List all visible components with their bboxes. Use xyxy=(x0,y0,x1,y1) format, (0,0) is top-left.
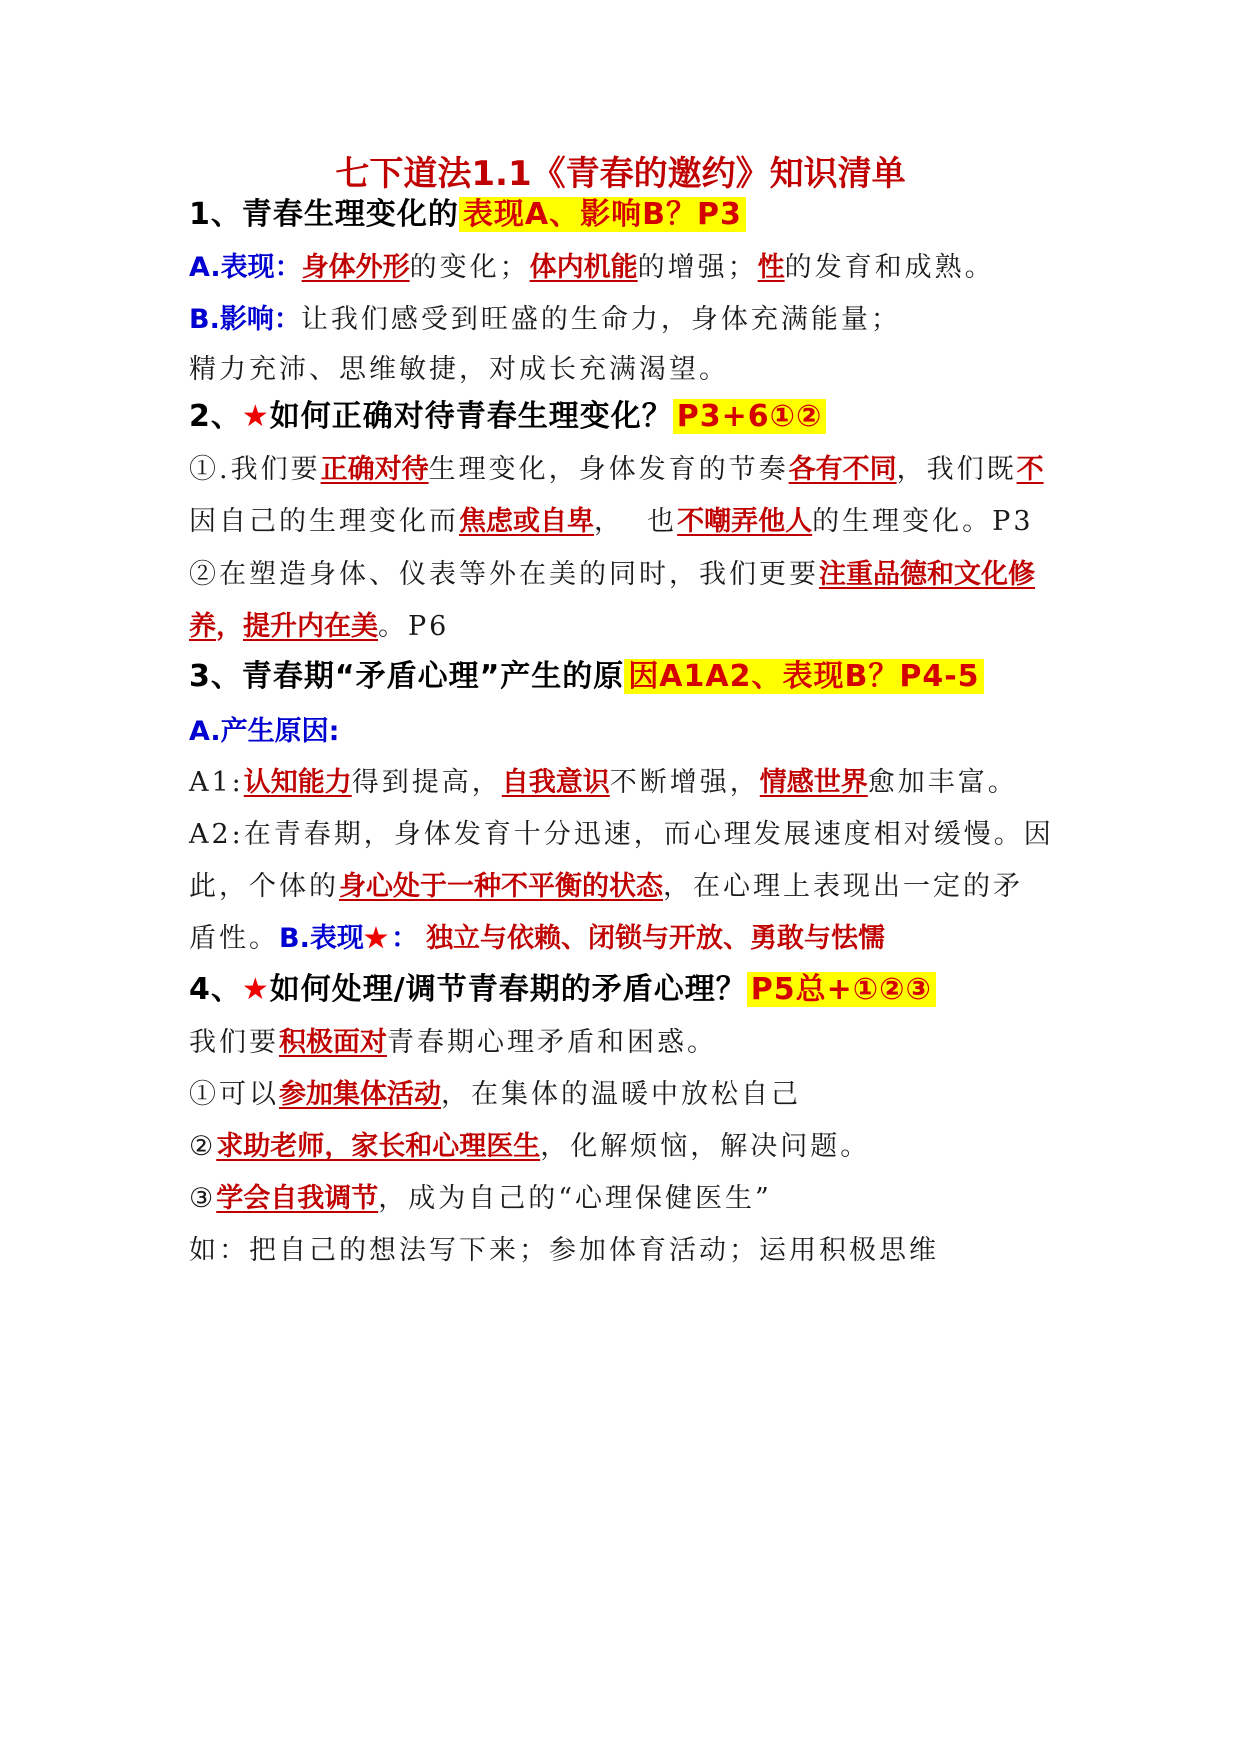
q2-text: 如何正确对待青春生理变化？ xyxy=(269,399,673,434)
q2-l2-text-1: 因自己的生理变化而 xyxy=(189,506,459,537)
q3-b-key: 独立与依赖、闭锁与开放、勇敢与怯懦 xyxy=(426,923,886,954)
q4-line-4: 如：把自己的想法写下来；参加体育活动；运用积极思维 xyxy=(189,1235,939,1266)
q2-l1-key-3: 不 xyxy=(1016,454,1044,485)
q4-l2-key-1: 求助老师，家长和心理医生 xyxy=(216,1131,541,1162)
q1-line-b xyxy=(189,300,901,340)
q4-highlight: P5总+①②③ xyxy=(747,972,936,1007)
q3-b-colon: ： xyxy=(391,923,419,954)
q1-a-key-3: 性 xyxy=(757,252,785,283)
question-1-heading xyxy=(189,195,746,235)
q2-l2-text-3: 的生理变化。P3 xyxy=(812,506,1034,537)
q4-line-2 xyxy=(189,1127,870,1167)
q2-l2-text-2: ， 也 xyxy=(594,506,678,537)
q3-line-b xyxy=(189,919,885,959)
q3-line-a2-cont xyxy=(189,867,1023,907)
q1-a-text-3: 的发育和成熟。 xyxy=(784,252,995,283)
q3-a-label-text: A.产生原因: xyxy=(189,716,340,747)
q4-l3-text-1: ③ xyxy=(189,1183,217,1214)
q1-a-label: A.表现： xyxy=(189,252,302,283)
q4-l1-key-1: 参加集体活动 xyxy=(279,1079,441,1110)
q3-a2-key-1: 身心处于一种不平衡的状态 xyxy=(339,871,663,902)
q4-l1-text-1: ①可以 xyxy=(189,1079,279,1110)
q4-l3-text-2: ，成为自己的“心理保健医生” xyxy=(378,1183,772,1214)
q2-l2-key-1: 焦虑或自卑 xyxy=(459,506,594,537)
q2-l4-key-2: 提升内在美 xyxy=(243,611,378,642)
q3-a-label xyxy=(189,712,339,752)
q4-line-1 xyxy=(189,1075,801,1115)
q4-l1-text-2: ，在集体的温暖中放松自己 xyxy=(441,1079,801,1110)
q3-a1-key-3: 情感世界 xyxy=(759,767,868,798)
q2-l3-text-1: ②在塑造身体、仪表等外在美的同时，我们更要 xyxy=(189,559,819,590)
q3-a1-text-2: 得到提高， xyxy=(351,767,502,798)
q2-l4-key-1: 养 xyxy=(189,611,216,642)
q3-a1-text-1: A1: xyxy=(189,767,244,798)
q3-a1-text-4: 愈加丰富。 xyxy=(867,767,1018,798)
q1-text: 1、青春生理变化的 xyxy=(189,197,459,232)
q3-a2-text-4: 盾性。 xyxy=(189,923,279,954)
q2-l1-key-2: 各有不同 xyxy=(788,454,897,485)
q2-line-3 xyxy=(189,555,1035,595)
q2-l1-text-2: 生理变化，身体发育的节奏 xyxy=(428,454,789,485)
q3-a1-key-2: 自我意识 xyxy=(501,767,610,798)
q4-line-0 xyxy=(189,1023,717,1063)
question-2-heading xyxy=(189,397,826,437)
q3-line-a2: A2:在青春期，身体发育十分迅速，而心理发展速度相对缓慢。因 xyxy=(189,819,1054,850)
q2-line-1 xyxy=(189,450,1044,490)
q3-a2-text-2: 此，个体的 xyxy=(189,871,339,902)
page-title: 七下道法1.1《青春的邀约》知识清单 xyxy=(335,154,906,194)
q2-l2-key-2: 不嘲弄他人 xyxy=(677,506,813,537)
q2-highlight: P3+6①② xyxy=(673,399,827,434)
q4-l2-text-2: ，化解烦恼，解决问题。 xyxy=(540,1131,871,1162)
q4-l2-text-1: ② xyxy=(189,1131,217,1162)
question-4-heading xyxy=(189,970,936,1010)
q2-l1-text-1: ①.我们要 xyxy=(189,454,321,485)
star-icon: ★ xyxy=(241,399,270,434)
q1-a-key-2: 体内机能 xyxy=(529,252,638,283)
q1-a-text-2: 的增强； xyxy=(637,252,758,283)
q4-num: 4、 xyxy=(189,972,242,1007)
q4-l3-key-1: 学会自我调节 xyxy=(216,1183,379,1214)
q2-l3-key-1: 注重品德和文化修 xyxy=(819,559,1035,590)
star-icon: ★ xyxy=(241,972,270,1007)
star-icon: ★ xyxy=(363,923,392,954)
q1-line-b2: 精力充沛、思维敏捷，对成长充满渴望。 xyxy=(189,354,729,385)
q2-l4-text-2: 。P6 xyxy=(378,611,450,642)
q3-line-a1 xyxy=(189,763,1018,803)
q1-highlight: 表现A、影响B？P3 xyxy=(459,197,746,232)
q1-a-text-1: 的变化； xyxy=(409,252,530,283)
q1-b-label: B.影响： xyxy=(189,304,301,335)
q1-a-key-1: 身体外形 xyxy=(301,252,410,283)
q4-l0-text-2: 青春期心理矛盾和困惑。 xyxy=(387,1027,717,1058)
q4-l0-key-1: 积极面对 xyxy=(279,1027,387,1058)
q2-line-4 xyxy=(189,607,449,647)
q2-l1-text-3: ，我们既 xyxy=(896,454,1017,485)
q3-highlight: 因A1A2、表现B？P4-5 xyxy=(624,659,983,694)
q3-a2-text-3: ，在心理上表现出一定的矛 xyxy=(663,871,1023,902)
q2-num: 2、 xyxy=(189,399,242,434)
q3-a1-text-3: 不断增强， xyxy=(609,767,760,798)
q2-l4-text-1: ， xyxy=(216,611,243,642)
q4-text: 如何处理/调节青春期的矛盾心理？ xyxy=(269,972,747,1007)
q3-text: 3、青春期“矛盾心理”产生的原 xyxy=(189,659,625,694)
q1-line-a xyxy=(189,248,995,288)
q4-l0-text-1: 我们要 xyxy=(189,1027,279,1058)
q1-b-text-1: 让我们感受到旺盛的生命力，身体充满能量； xyxy=(300,304,901,335)
q3-a1-key-1: 认知能力 xyxy=(243,767,352,798)
q4-line-3 xyxy=(189,1179,772,1219)
question-3-heading xyxy=(189,657,984,697)
q3-b-label: B.表现 xyxy=(279,923,364,954)
q2-l1-key-1: 正确对待 xyxy=(320,454,429,485)
q2-line-2 xyxy=(189,502,1034,542)
